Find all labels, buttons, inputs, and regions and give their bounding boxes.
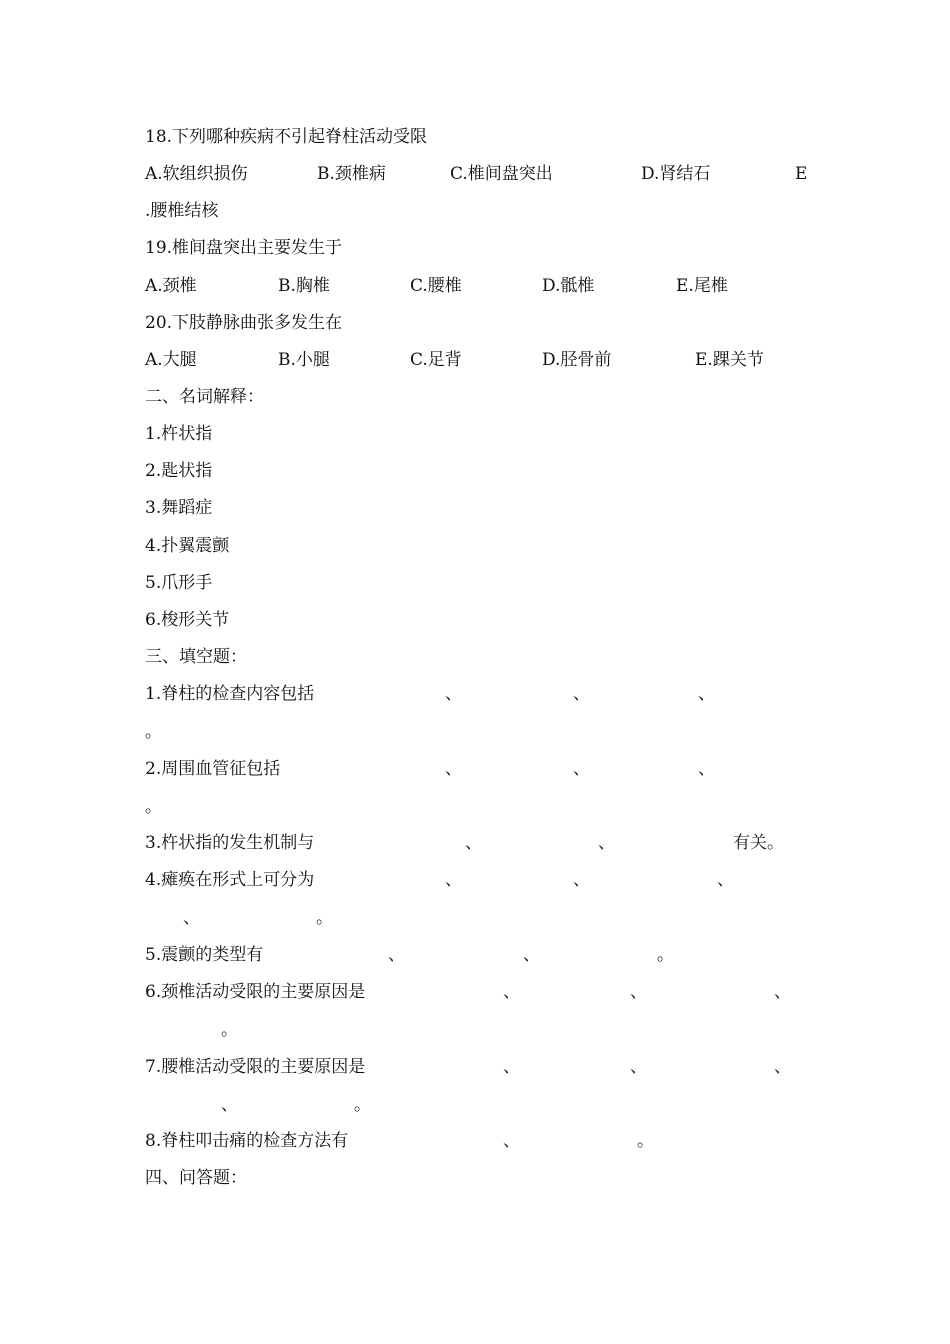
separator: 、 — [465, 833, 482, 853]
separator: 、 — [698, 759, 715, 779]
separator: 、 — [698, 684, 715, 704]
option-d: D.骶椎 — [542, 276, 595, 296]
separator: 、 — [573, 684, 590, 704]
section-heading: 四、问答题： — [145, 1168, 247, 1188]
question-stem: 20.下肢静脉曲张多发生在 — [145, 313, 343, 333]
question-text: 1.脊柱的检查内容包括 — [145, 684, 315, 704]
separator: 、 — [445, 684, 462, 704]
separator: 、 — [598, 833, 615, 853]
period: 。 — [354, 1095, 371, 1115]
question-text: 4.瘫痪在形式上可分为 — [145, 870, 315, 890]
question-tail: 有关。 — [733, 833, 784, 853]
term-item: 2.匙状指 — [145, 461, 213, 481]
question-text: 2.周围血管征包括 — [145, 759, 281, 779]
separator: 、 — [388, 945, 405, 965]
separator: 、 — [523, 945, 540, 965]
option-e: E.踝关节 — [695, 350, 764, 370]
separator: 、 — [221, 1095, 238, 1115]
separator: 、 — [573, 759, 590, 779]
section-heading: 三、填空题： — [145, 647, 247, 667]
separator: 、 — [503, 1131, 520, 1151]
question-text: 5.震颤的类型有 — [145, 945, 264, 965]
separator: 、 — [717, 870, 734, 890]
term-item: 5.爪形手 — [145, 573, 213, 593]
option-a: A.软组织损伤 — [145, 164, 248, 184]
option-a: A.颈椎 — [145, 276, 197, 296]
option-a: A.大腿 — [145, 350, 197, 370]
separator: 、 — [774, 982, 791, 1002]
question-text: 8.脊柱叩击痛的检查方法有 — [145, 1131, 349, 1151]
separator: 、 — [630, 1057, 647, 1077]
question-text: 7.腰椎活动受限的主要原因是 — [145, 1057, 366, 1077]
period: 。 — [221, 1020, 238, 1040]
option-c: C.椎间盘突出 — [450, 164, 553, 184]
period: 。 — [316, 908, 333, 928]
option-d: D.胫骨前 — [542, 350, 612, 370]
term-item: 1.杵状指 — [145, 424, 213, 444]
option-c: C.足背 — [410, 350, 462, 370]
term-item: 3.舞蹈症 — [145, 498, 213, 518]
period: 。 — [637, 1131, 654, 1151]
period: 。 — [145, 722, 162, 742]
separator: 、 — [630, 982, 647, 1002]
question-stem: 18.下列哪种疾病不引起脊柱活动受限 — [145, 127, 428, 147]
question-text: 6.颈椎活动受限的主要原因是 — [145, 982, 366, 1002]
option-e: E — [795, 164, 808, 184]
option-e-continued: .腰椎结核 — [145, 201, 219, 221]
term-item: 6.梭形关节 — [145, 610, 230, 630]
option-b: B.小腿 — [278, 350, 330, 370]
separator: 、 — [445, 759, 462, 779]
option-b: B.胸椎 — [278, 276, 330, 296]
question-text: 3.杵状指的发生机制与 — [145, 833, 315, 853]
period: 。 — [657, 945, 674, 965]
separator: 、 — [183, 908, 200, 928]
separator: 、 — [503, 982, 520, 1002]
separator: 、 — [573, 870, 590, 890]
separator: 、 — [503, 1057, 520, 1077]
term-item: 4.扑翼震颤 — [145, 536, 230, 556]
option-c: C.腰椎 — [410, 276, 462, 296]
option-e: E.尾椎 — [676, 276, 728, 296]
separator: 、 — [774, 1057, 791, 1077]
option-d: D.肾结石 — [641, 164, 711, 184]
question-stem: 19.椎间盘突出主要发生于 — [145, 238, 343, 258]
option-b: B.颈椎病 — [317, 164, 386, 184]
period: 。 — [145, 797, 162, 817]
separator: 、 — [445, 870, 462, 890]
section-heading: 二、名词解释： — [145, 387, 264, 407]
